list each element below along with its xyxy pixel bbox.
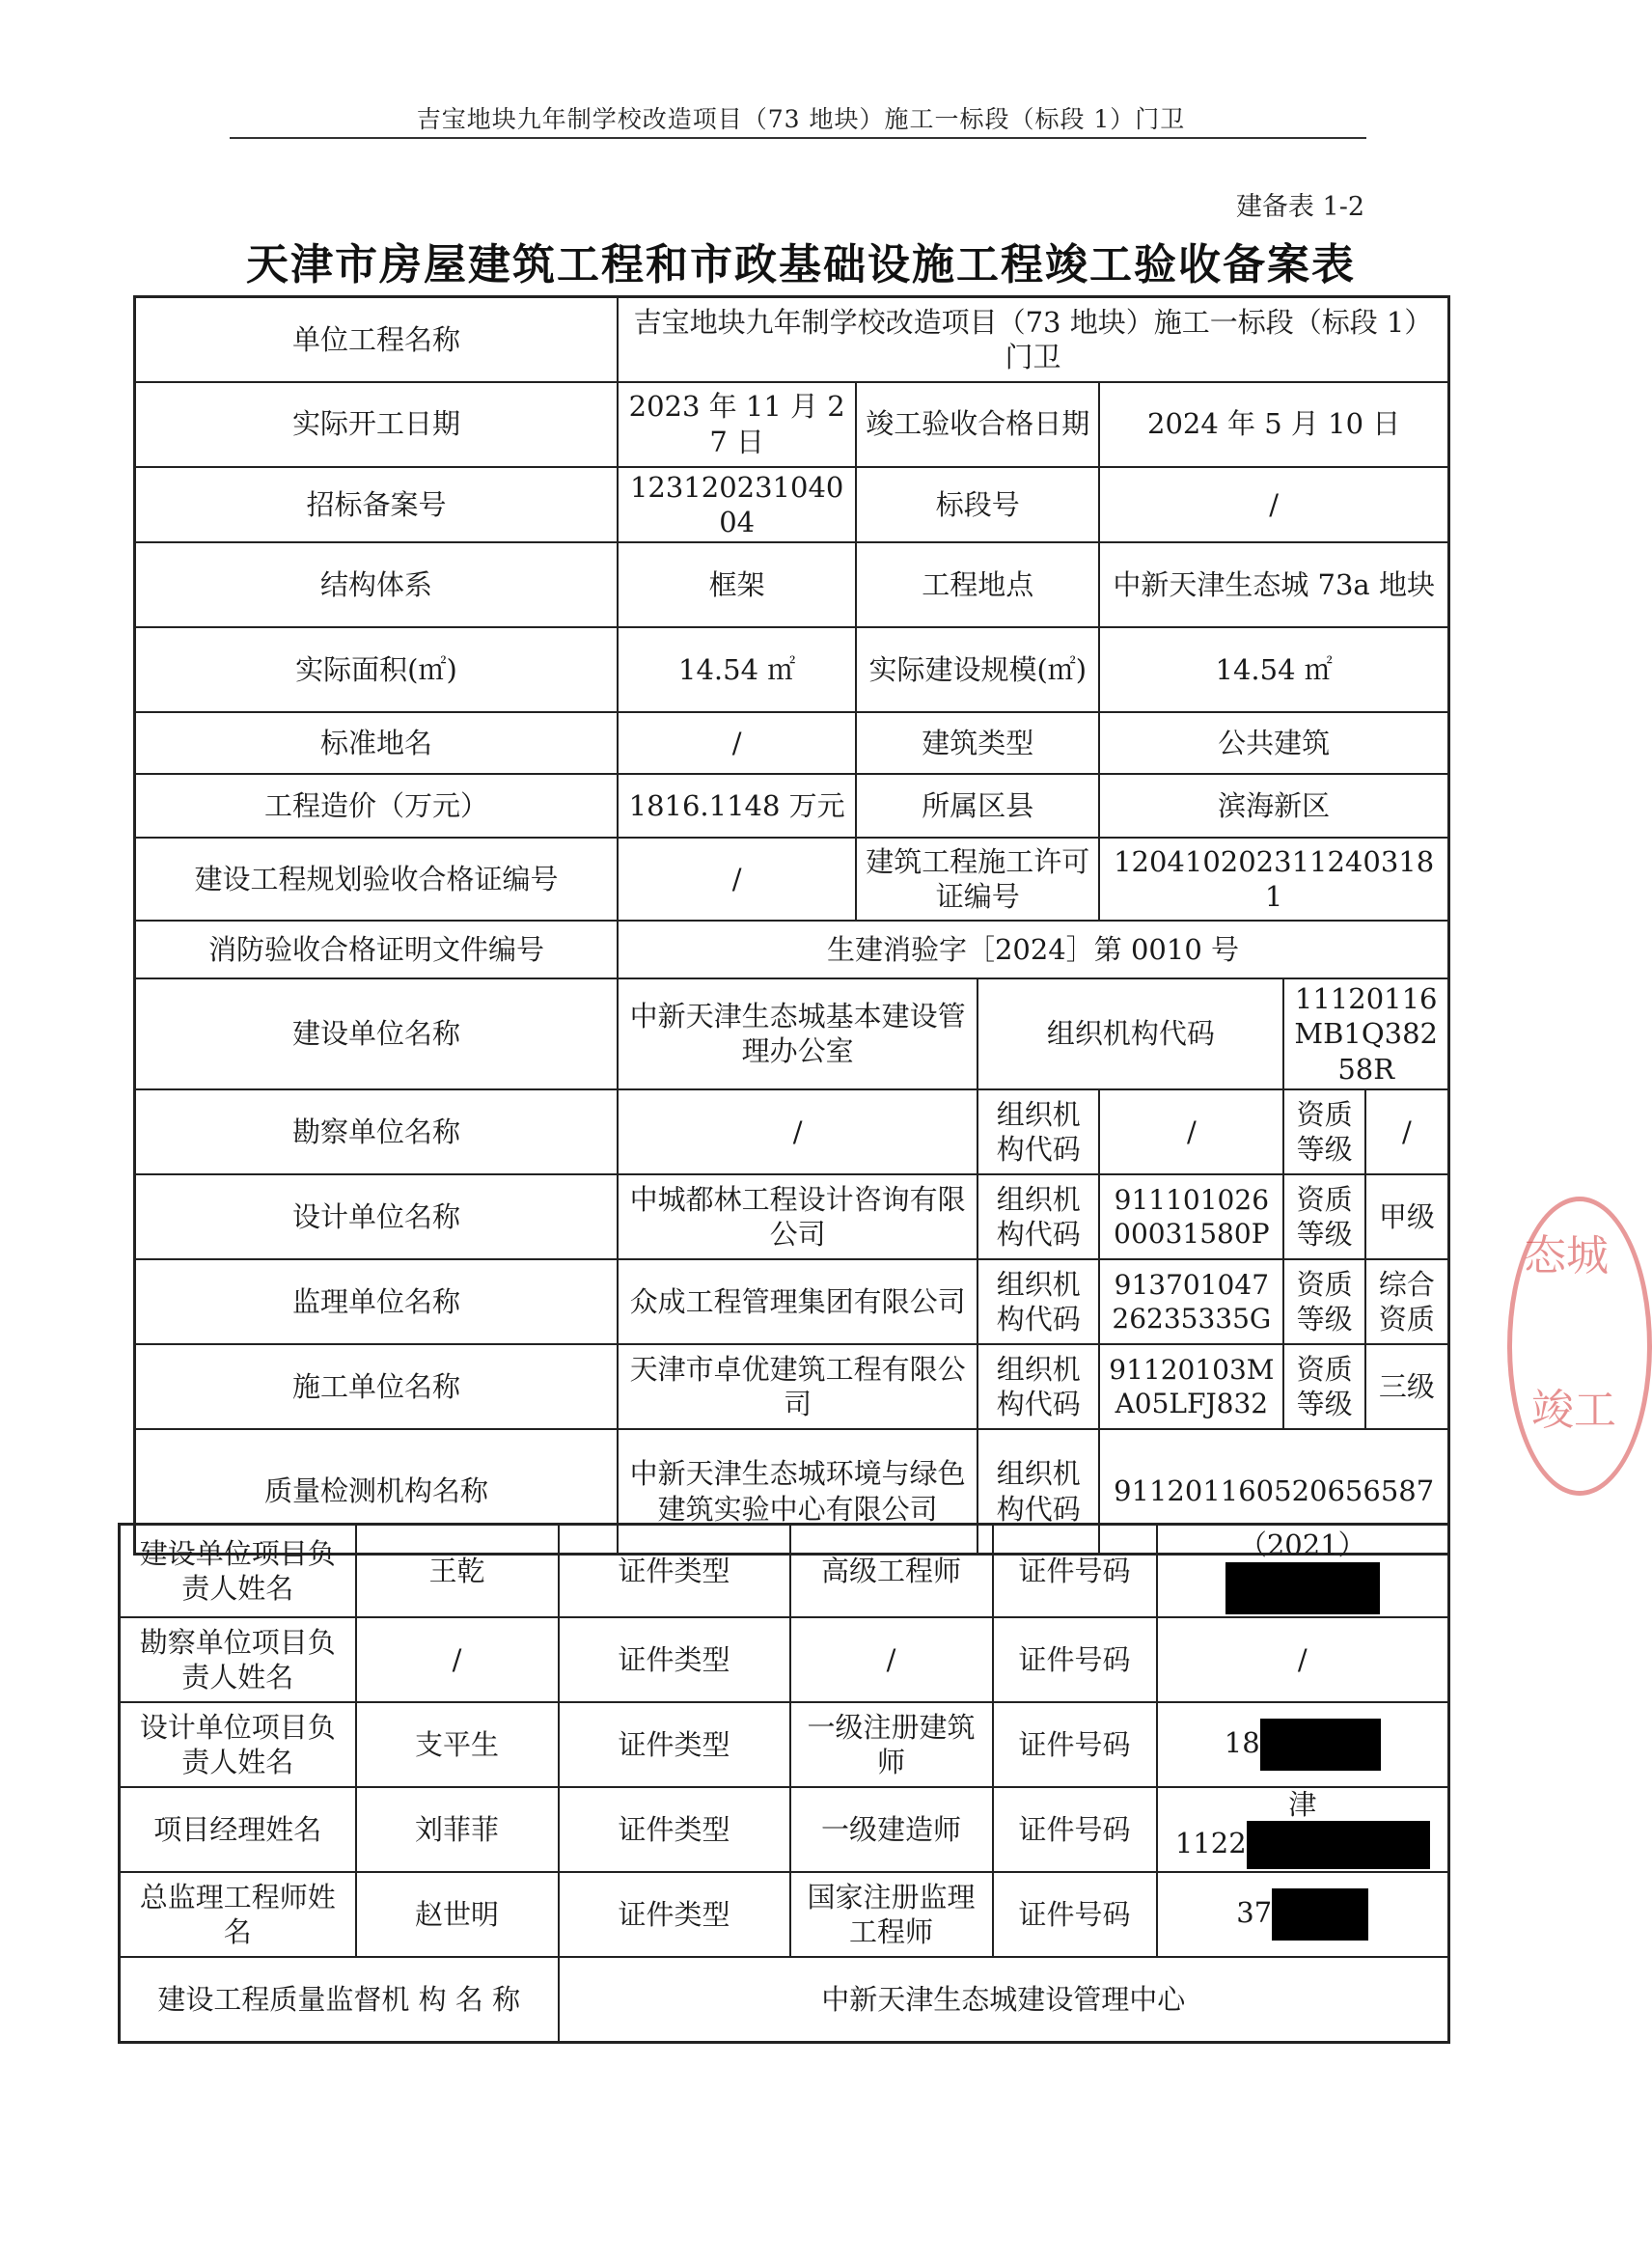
contractor-qual: 三级 xyxy=(1365,1344,1449,1429)
builder-code: 11120116MB1Q38258R xyxy=(1283,978,1448,1089)
area-label: 实际面积(㎡) xyxy=(135,627,618,712)
row-supervision xyxy=(135,1259,1449,1344)
cert-type-label: 证件类型 xyxy=(559,1702,790,1787)
person-row-builder xyxy=(120,1525,1449,1618)
builder-name: 中新天津生态城基本建设管理办公室 xyxy=(618,978,977,1089)
survey-qual: / xyxy=(1365,1089,1449,1174)
project-name-value: 吉宝地块九年制学校改造项目（73 地块）施工一标段（标段 1）门卫 xyxy=(618,297,1449,382)
design-code: 91110102600031580P xyxy=(1099,1174,1283,1259)
supervision-name: 众成工程管理集团有限公司 xyxy=(618,1259,977,1344)
cert-no-label: 证件号码 xyxy=(993,1702,1157,1787)
contractor-code-label: 组织机构代码 xyxy=(977,1344,1099,1429)
cert-no-value: / xyxy=(1157,1617,1449,1702)
survey-label: 勘察单位名称 xyxy=(135,1089,618,1174)
cert-type-value: 一级建造师 xyxy=(790,1787,993,1872)
row-survey xyxy=(135,1089,1449,1174)
contractor-name: 天津市卓优建筑工程有限公司 xyxy=(618,1344,977,1429)
design-qual: 甲级 xyxy=(1365,1174,1449,1259)
record-table-lower xyxy=(118,1523,1450,2044)
cert-type-label: 证件类型 xyxy=(559,1617,790,1702)
permit-value: 1204102023112403181 xyxy=(1099,838,1448,921)
bid-no-value: 12312023104004 xyxy=(618,467,856,543)
place-name-label: 标准地名 xyxy=(135,712,618,774)
header-rule xyxy=(230,137,1366,139)
row-certs xyxy=(135,838,1449,921)
row-structure xyxy=(135,542,1449,627)
person-role: 项目经理姓名 xyxy=(120,1787,356,1872)
row-cost xyxy=(135,774,1449,838)
survey-code: / xyxy=(1099,1089,1283,1174)
redaction-box xyxy=(1247,1821,1430,1869)
scale-label: 实际建设规模(㎡) xyxy=(856,627,1099,712)
start-date-label: 实际开工日期 xyxy=(135,382,618,467)
person-role: 总监理工程师姓名 xyxy=(120,1872,356,1957)
supervision-org-label: 建设工程质量监督机 构 名 称 xyxy=(120,1957,559,2042)
fire-cert-label: 消防验收合格证明文件编号 xyxy=(135,921,618,978)
cert-no-label: 证件号码 xyxy=(993,1617,1157,1702)
person-name: 王乾 xyxy=(356,1525,559,1618)
testing-label: 质量检测机构名称 xyxy=(135,1429,618,1555)
cost-label: 工程造价（万元） xyxy=(135,774,618,838)
person-role: 建设单位项目负责人姓名 xyxy=(120,1525,356,1618)
area-value: 14.54 ㎡ xyxy=(618,627,856,712)
form-code: 建备表 1-2 xyxy=(1235,192,1364,222)
builder-label: 建设单位名称 xyxy=(135,978,618,1089)
supervision-code-label: 组织机构代码 xyxy=(977,1259,1099,1344)
cert-type-label: 证件类型 xyxy=(559,1787,790,1872)
header-project-line: 吉宝地块九年制学校改造项目（73 地块）施工一标段（标段 1）门卫 xyxy=(416,105,1186,133)
cert-type-value: / xyxy=(790,1617,993,1702)
person-row-pm xyxy=(120,1787,1449,1872)
row-area xyxy=(135,627,1449,712)
cert-no-value xyxy=(1157,1702,1449,1787)
building-type-label: 建筑类型 xyxy=(856,712,1099,774)
seal-glyph: 竣工 xyxy=(1531,1386,1616,1435)
planning-cert-label: 建设工程规划验收合格证编号 xyxy=(135,838,618,921)
cert-no-text: 18 xyxy=(1224,1726,1260,1760)
design-label: 设计单位名称 xyxy=(135,1174,618,1259)
cert-type-value: 国家注册监理工程师 xyxy=(790,1872,993,1957)
cert-no-label: 证件号码 xyxy=(993,1525,1157,1618)
cert-no-value xyxy=(1157,1787,1449,1872)
structure-label: 结构体系 xyxy=(135,542,618,627)
structure-value: 框架 xyxy=(618,542,856,627)
record-table-upper xyxy=(133,295,1450,1556)
cert-no-value xyxy=(1157,1525,1449,1618)
testing-name: 中新天津生态城环境与绿色建筑实验中心有限公司 xyxy=(618,1429,977,1555)
district-value: 滨海新区 xyxy=(1099,774,1448,838)
row-contractor xyxy=(135,1344,1449,1429)
redaction-box xyxy=(1272,1888,1368,1941)
design-name: 中城都林工程设计咨询有限公司 xyxy=(618,1174,977,1259)
cert-type-value: 一级注册建筑师 xyxy=(790,1702,993,1787)
supervision-org-value: 中新天津生态城建设管理中心 xyxy=(559,1957,1449,2042)
acceptance-date-label: 竣工验收合格日期 xyxy=(856,382,1099,467)
supervision-code: 91370104726235335G xyxy=(1099,1259,1283,1344)
row-dates xyxy=(135,382,1449,467)
bid-no-label: 招标备案号 xyxy=(135,467,618,543)
person-name: 刘菲菲 xyxy=(356,1787,559,1872)
supervision-label: 监理单位名称 xyxy=(135,1259,618,1344)
location-value: 中新天津生态城 73a 地块 xyxy=(1099,542,1448,627)
district-label: 所属区县 xyxy=(856,774,1099,838)
acceptance-date-value: 2024 年 5 月 10 日 xyxy=(1099,382,1448,467)
row-project-name xyxy=(135,297,1449,382)
supervision-qual: 综合资质 xyxy=(1365,1259,1449,1344)
row-bid xyxy=(135,467,1449,543)
permit-label: 建筑工程施工许可证编号 xyxy=(856,838,1099,921)
redaction-box xyxy=(1260,1719,1381,1771)
survey-code-label: 组织机构代码 xyxy=(977,1089,1099,1174)
cert-type-value: 高级工程师 xyxy=(790,1525,993,1618)
seal-glyph: 态城 xyxy=(1524,1231,1609,1280)
cert-no-label: 证件号码 xyxy=(993,1872,1157,1957)
contractor-qual-label: 资质等级 xyxy=(1283,1344,1364,1429)
contractor-label: 施工单位名称 xyxy=(135,1344,618,1429)
building-type-value: 公共建筑 xyxy=(1099,712,1448,774)
cert-no-text: 1122 xyxy=(1174,1827,1247,1860)
fire-cert-value: 生建消验字［2024］第 0010 号 xyxy=(618,921,1449,978)
section-no-label: 标段号 xyxy=(856,467,1099,543)
page-title: 天津市房屋建筑工程和市政基础设施工程竣工验收备案表 xyxy=(246,240,1356,289)
design-code-label: 组织机构代码 xyxy=(977,1174,1099,1259)
place-name-value: / xyxy=(618,712,856,774)
row-supervision-org xyxy=(120,1957,1449,2042)
person-row-survey xyxy=(120,1617,1449,1702)
row-fire xyxy=(135,921,1449,978)
location-label: 工程地点 xyxy=(856,542,1099,627)
design-qual-label: 资质等级 xyxy=(1283,1174,1364,1259)
cert-prefix: 津 xyxy=(1288,1788,1317,1822)
cert-no-text: 37 xyxy=(1236,1896,1273,1930)
cert-no-text: （2021） xyxy=(1238,1528,1366,1561)
start-date-value: 2023 年 11 月 27 日 xyxy=(618,382,856,467)
survey-name: / xyxy=(618,1089,977,1174)
planning-cert-value: / xyxy=(618,838,856,921)
cost-value: 1816.1148 万元 xyxy=(618,774,856,838)
supervision-qual-label: 资质等级 xyxy=(1283,1259,1364,1344)
row-place xyxy=(135,712,1449,774)
project-name-label: 单位工程名称 xyxy=(135,297,618,382)
person-role: 勘察单位项目负责人姓名 xyxy=(120,1617,356,1702)
cert-no-label: 证件号码 xyxy=(993,1787,1157,1872)
contractor-code: 91120103MA05LFJ832 xyxy=(1099,1344,1283,1429)
builder-code-label: 组织机构代码 xyxy=(977,978,1283,1089)
scale-value: 14.54 ㎡ xyxy=(1099,627,1448,712)
row-builder xyxy=(135,978,1449,1089)
red-seal-stamp xyxy=(1507,1197,1652,1496)
cert-type-label: 证件类型 xyxy=(559,1525,790,1618)
testing-code-label: 组织机构代码 xyxy=(977,1429,1099,1555)
survey-qual-label: 资质等级 xyxy=(1283,1089,1364,1174)
redaction-box xyxy=(1225,1562,1380,1614)
person-name: 赵世明 xyxy=(356,1872,559,1957)
section-no-value: / xyxy=(1099,467,1448,543)
cert-no-value xyxy=(1157,1872,1449,1957)
person-role: 设计单位项目负责人姓名 xyxy=(120,1702,356,1787)
person-name: 支平生 xyxy=(356,1702,559,1787)
cert-type-label: 证件类型 xyxy=(559,1872,790,1957)
person-row-design xyxy=(120,1702,1449,1787)
row-design xyxy=(135,1174,1449,1259)
person-name: / xyxy=(356,1617,559,1702)
testing-code: 911201160520656587 xyxy=(1099,1429,1448,1555)
person-row-chief-supervisor xyxy=(120,1872,1449,1957)
